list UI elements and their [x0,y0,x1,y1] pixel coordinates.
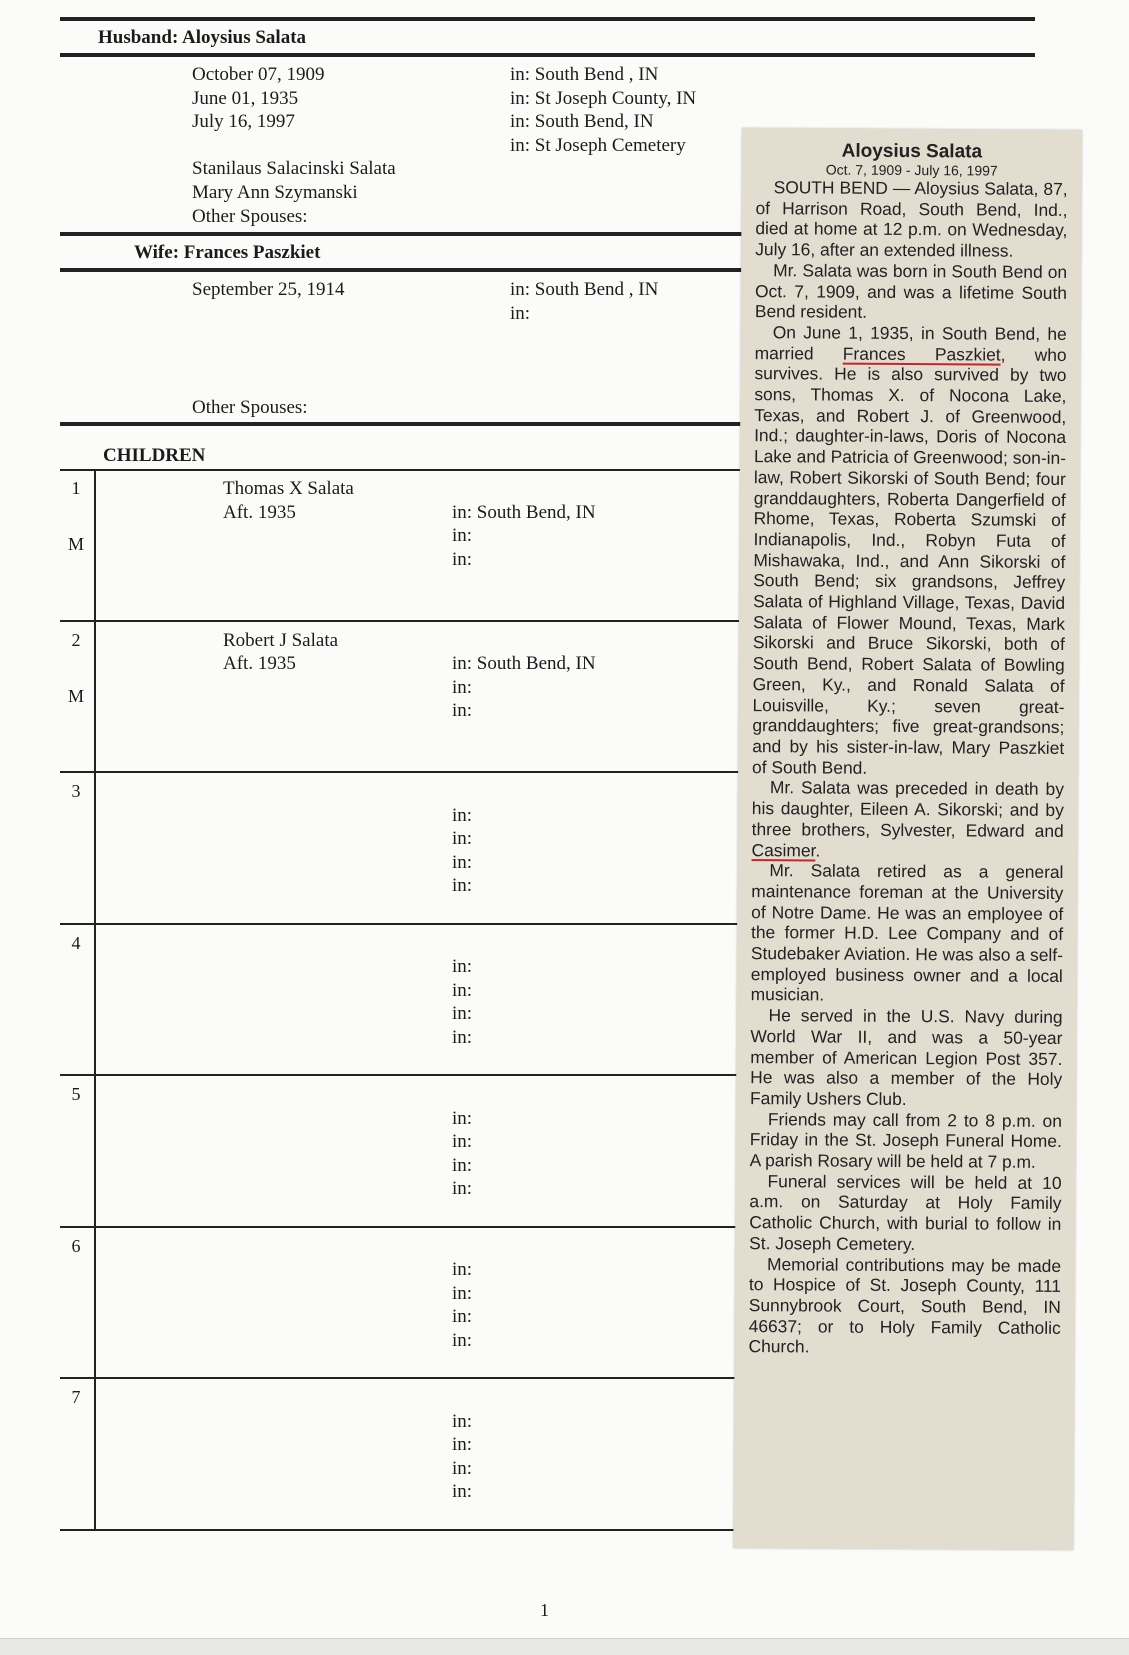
obituary-paragraph: Mr. Salata was born in South Bend on Oct. 7, 1909, and was a lifetime South Bend resident. [754,260,1068,322]
child-sex: M [67,534,84,554]
wife-place: in: South Bend , IN [510,279,659,300]
child-number: 3 [71,781,81,801]
child-places [452,652,596,723]
wife-top-rule [60,232,760,236]
child-place: in: [452,1003,473,1024]
child-place: in: [452,1306,473,1327]
wife-heading-label: Wife: [134,242,180,263]
child-number: 6 [71,1235,81,1256]
page-number: 1 [540,1600,549,1620]
child-places [452,1258,472,1352]
child-place: in: [452,875,473,896]
husband-field-value: Mary Ann Szymanski [192,181,358,203]
child-places [452,1410,472,1504]
child-place: in: [452,525,473,546]
child-place: in: [452,1154,473,1176]
child-place: in: [452,1259,473,1280]
child-place: in: [452,1178,473,1199]
husband-places [510,63,696,157]
husband-place: in: South Bend , IN [510,64,659,85]
child-place: in: [452,1282,473,1304]
underlined-name: Frances Paszkiet [842,343,1001,365]
husband-heading-label: Husband: [98,27,179,48]
child-place: in: [452,1457,473,1479]
obituary-text: On June 1, 1935, in South Bend, he married [754,322,1067,364]
child-number: 7 [71,1387,81,1407]
child-place: in: [452,548,473,570]
husband-place: in: St Joseph Cemetery [510,134,686,156]
child-block [0,622,740,774]
child-block [0,1228,740,1380]
obituary-paragraph: SOUTH BEND — Aloysius Salata, 87, of Harrison Road, South Bend, Ind., died at home at 12 p.m. on Wednesday, July 16, after an extended illness. [755,177,1068,261]
child-number: 1 [71,478,81,498]
child-place: in: South Bend, IN [452,653,596,674]
obituary-paragraph: Funeral services will be held at 10 a.m. on Saturday at Holy Family Catholic Church, with burial to follow in St. Joseph Cemetery. [749,1170,1062,1254]
child-place: in: [452,1481,473,1502]
child-block [0,470,740,622]
child-place: in: [452,700,473,721]
scan-edge [0,1638,1129,1655]
child-sex: M [67,685,84,706]
child-places [452,1107,472,1201]
child-place: in: [452,979,473,1001]
child-place: in: [452,828,473,849]
wife-place: in: [510,302,531,324]
child-block [0,925,740,1077]
obituary-paragraph: Friends may call from 2 to 8 p.m. on Friday in the St. Joseph Funeral Home. A parish Rosary will be held at 7 p.m. [749,1108,1063,1172]
child-born: Aft. 1935 [223,653,296,674]
children-title: CHILDREN [103,445,206,466]
obituary-paragraph: He served in the U.S. Navy during World War II, and was a 50-year member of American Legion Post 357. He was also a member of the Holy Family Ushers Club. [750,1005,1063,1109]
child-name: Robert J Salata [223,629,339,651]
child-number: 5 [71,1084,81,1104]
child-place: in: [452,804,473,826]
child-block [0,1076,740,1228]
wife-name: Frances Paszkiet [183,242,321,263]
child-place: in: [452,676,473,698]
obituary-paragraph: Mr. Salata retired as a general maintenance foreman at the University of Notre Dame. He was an employee of the former H.D. Lee Company and of Studebaker Aviation. He was also a self-employed business owner and a local musician. [750,860,1064,1005]
child-place: in: [452,1410,473,1432]
underlined-name: Casimer [751,839,816,860]
obituary-paragraph [752,322,1067,779]
child-place: in: [452,851,473,873]
wife-places [510,278,658,325]
husband-place: in: St Joseph County, IN [510,87,697,109]
wife-field-value: September 25, 1914 [192,279,345,300]
husband-other-spouses-label: Other Spouses: [192,206,308,227]
child-separator-rule [60,1529,760,1531]
husband-place: in: South Bend, IN [510,111,654,132]
husband-field-value: October 07, 1909 [192,64,325,85]
child-block [0,773,740,925]
obituary-text: , who survives. He is also survived by two sons, Thomas X. of Nocona Lake, Texas, and Robert J. of Greenwood, Ind.; daughter-in-laws, Doris of Nocona Lake and Patricia of Greenwood; son-in-law, Robert Sikorski of South Bend; four granddaughters, Roberta Dangerfield of Rhome, Texas, Roberta Szumski of Indianapolis, Ind., Robyn Futa of Mishawaka, Ind., and Ann Sikorski of South Bend; six grandsons, Jeffrey Salata of Highland Village, Texas, David Salata of Flower Mound, Texas, Mark Sikorski and Bruce Sikorski, both of South Bend, Robert Salata of Bowling Green, Ky., and Ronald Salata of Louisville, Ky.; seven great-granddaughters; five great-grandsons; and by his sister-in-law, Mary Paszkiet of South Bend. [752,344,1067,778]
wife-other-spouses-label: Other Spouses: [192,397,308,418]
husband-field-value: July 16, 1997 [192,111,295,132]
obituary-clipping [733,128,1082,1550]
obituary-dates: Oct. 7, 1909 - July 16, 1997 [825,161,998,179]
children-top-rule [60,422,760,426]
wife-heading-rule [60,268,760,272]
child-number: 2 [71,629,81,650]
obituary-paragraph [752,777,1065,862]
child-places [452,501,596,572]
child-place: in: [452,1329,473,1351]
husband-name: Aloysius Salata [181,27,307,48]
child-place: in: [452,1434,473,1455]
child-place: in: [452,1131,473,1152]
husband-field-value: June 01, 1935 [192,87,299,109]
wife-heading [134,242,320,264]
child-name: Thomas X Salata [223,478,354,499]
child-born: Aft. 1935 [223,501,296,523]
obituary-text: Mr. Salata was preceded in death by his daughter, Eileen A. Sikorski; and by three brothers, Sylvester, Edward and [751,777,1065,841]
husband-heading-rule [60,53,1035,57]
obituary-paragraph: Memorial contributions may be made to Hospice of St. Joseph County, 111 Sunnybrook Court, South Bend, IN 46637; or to Holy Family Catholic Church. [748,1253,1062,1357]
husband-field-value: Stanilaus Salacinski Salata [192,158,396,179]
husband-heading [98,27,306,49]
child-place: in: [452,1107,473,1129]
child-place: in: [452,956,473,977]
child-place: in: South Bend, IN [452,501,596,523]
child-places [452,804,472,898]
obituary-body [748,177,1067,1359]
obituary-title: Aloysius Salata [841,140,983,163]
child-places [452,955,472,1049]
child-place: in: [452,1026,473,1048]
top-rule [60,17,1035,21]
obituary-text: . [815,839,821,860]
child-number: 4 [71,932,81,953]
child-block [0,1379,740,1531]
